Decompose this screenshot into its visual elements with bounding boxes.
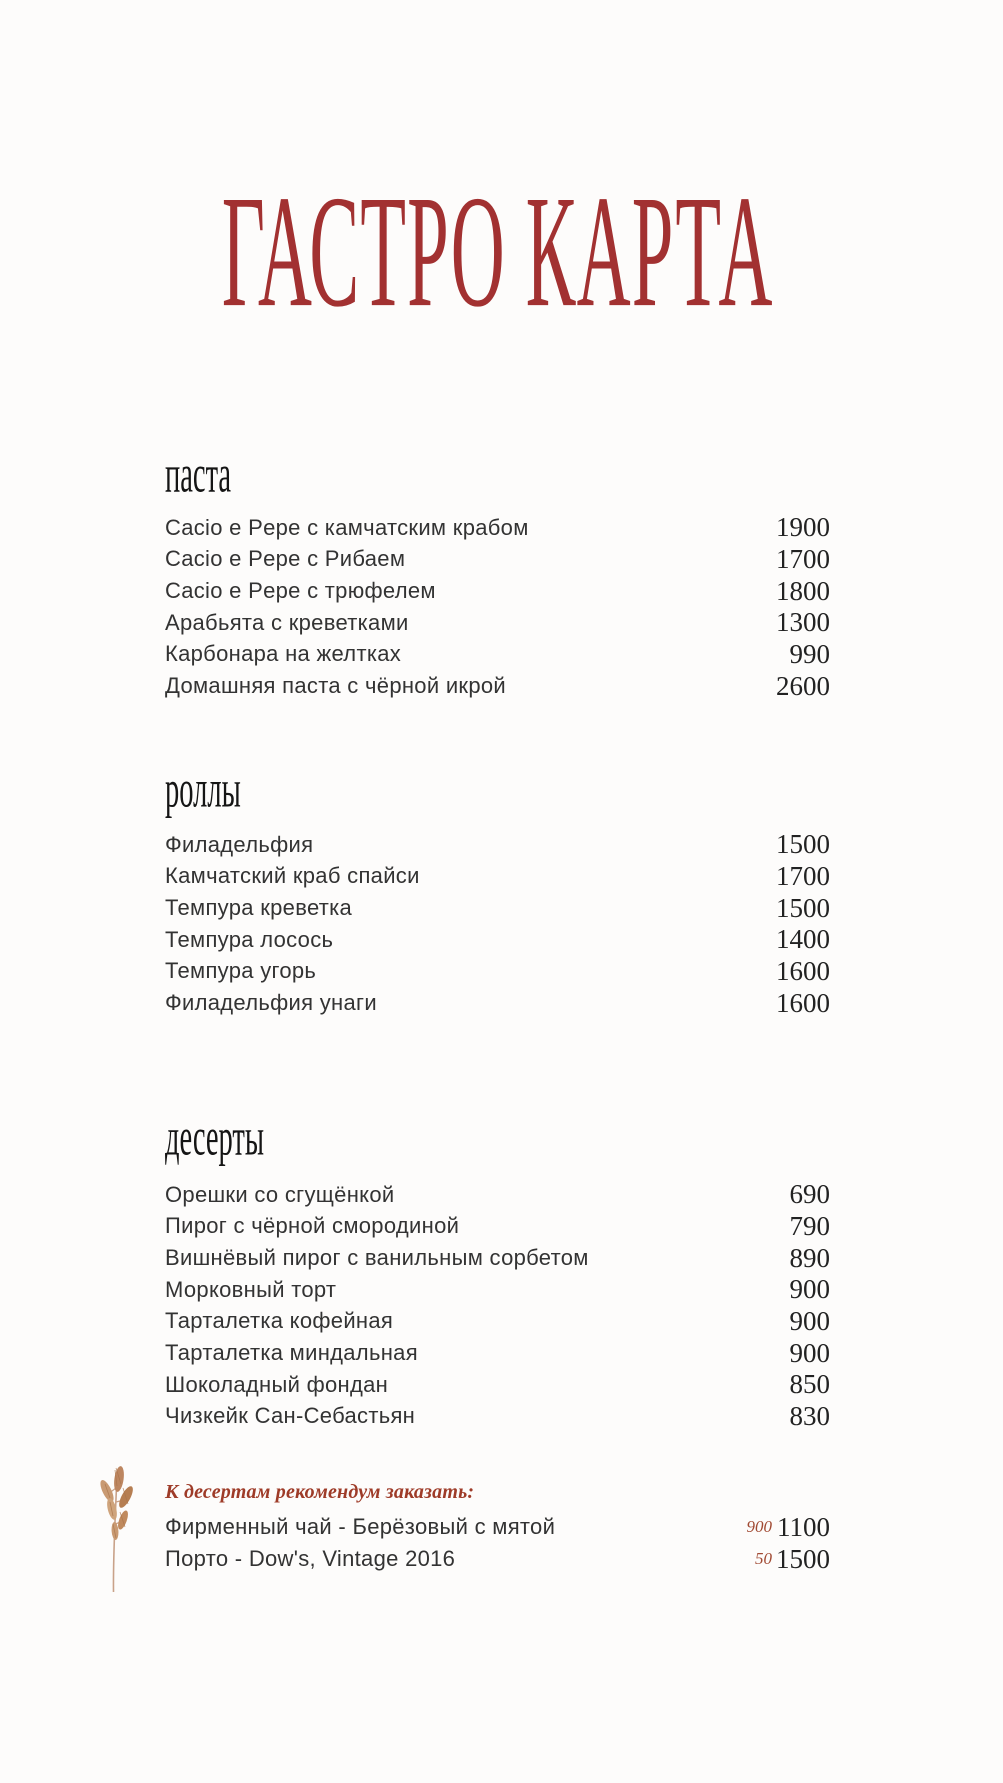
menu-item-row bbox=[165, 607, 830, 639]
item-volume: 50 bbox=[755, 1549, 772, 1568]
menu-item-row bbox=[165, 1306, 830, 1338]
wheat-branch-icon bbox=[86, 1458, 142, 1594]
item-name: Карбонара на желтках bbox=[165, 641, 402, 667]
section-items bbox=[165, 829, 830, 1019]
item-name: Темпура лосось bbox=[165, 926, 334, 952]
item-price: 1600 bbox=[776, 955, 830, 986]
item-price: 1400 bbox=[776, 924, 830, 955]
item-name: Cacio e Pepe с трюфелем bbox=[165, 578, 436, 604]
menu-item-row bbox=[165, 987, 830, 1019]
item-price: 990 bbox=[789, 638, 830, 669]
item-price: 790 bbox=[789, 1210, 830, 1241]
recommendation-items bbox=[165, 1511, 830, 1575]
menu-item-row bbox=[165, 829, 830, 861]
item-name: Темпура креветка bbox=[165, 895, 353, 921]
item-name: Cacio e Pepe с камчатским крабом bbox=[165, 514, 529, 540]
menu-page bbox=[165, 0, 830, 1783]
item-price: 850 bbox=[789, 1369, 830, 1400]
menu-header bbox=[165, 163, 830, 341]
item-price: 830 bbox=[789, 1400, 830, 1431]
item-volume: 900 bbox=[746, 1517, 772, 1536]
item-name: Камчатский краб спайси bbox=[165, 863, 420, 889]
section-items bbox=[165, 1179, 830, 1432]
item-price: 1100 bbox=[777, 1511, 830, 1542]
item-price: 1800 bbox=[776, 575, 830, 606]
item-price: 1500 bbox=[776, 1543, 830, 1574]
menu-item-row bbox=[165, 1401, 830, 1433]
item-name: Порто - Dow's, Vintage 2016 bbox=[165, 1546, 456, 1571]
item-name: Чизкейк Сан-Себастьян bbox=[165, 1403, 416, 1429]
item-price: 900 bbox=[789, 1337, 830, 1368]
section-title: паста bbox=[165, 444, 232, 504]
menu-item-row bbox=[165, 861, 830, 893]
menu-item-row bbox=[165, 1543, 830, 1575]
item-price: 1900 bbox=[776, 512, 830, 543]
menu-item-row bbox=[165, 670, 830, 702]
menu-item-row bbox=[165, 1242, 830, 1274]
item-name: Тарталетка кофейная bbox=[165, 1308, 394, 1334]
item-name: Филадельфия bbox=[165, 831, 314, 857]
item-price: 1700 bbox=[776, 543, 830, 574]
item-name: Фирменный чай - Берёзовый с мятой bbox=[165, 1514, 556, 1539]
menu-item-row bbox=[165, 924, 830, 956]
item-price: 900 bbox=[789, 1305, 830, 1336]
item-name: Темпура угорь bbox=[165, 958, 317, 984]
item-price: 2600 bbox=[776, 670, 830, 701]
item-name: Арабьята с креветками bbox=[165, 609, 409, 635]
menu-item-row bbox=[165, 892, 830, 924]
item-price: 1500 bbox=[776, 892, 830, 923]
section-items bbox=[165, 512, 830, 702]
menu-item-row bbox=[165, 1337, 830, 1369]
menu-item-row bbox=[165, 544, 830, 576]
item-price: 690 bbox=[789, 1179, 830, 1210]
section-title: десерты bbox=[165, 1107, 265, 1167]
menu-item-row bbox=[165, 1369, 830, 1401]
section-title: роллы bbox=[165, 759, 241, 819]
item-name: Филадельфия унаги bbox=[165, 990, 377, 1016]
recommendation-note: К десертам рекомендум заказать: bbox=[165, 1481, 475, 1503]
menu-item-row bbox=[165, 1211, 830, 1243]
menu-item-row bbox=[165, 1179, 830, 1211]
item-name: Тарталетка миндальная bbox=[165, 1340, 418, 1366]
item-name: Пирог с чёрной смородиной bbox=[165, 1213, 460, 1239]
item-name: Орешки со сгущёнкой bbox=[165, 1181, 395, 1207]
menu-item-row bbox=[165, 1511, 830, 1543]
menu-title: ГАСТРО КАРТА bbox=[221, 163, 774, 341]
item-price: 1300 bbox=[776, 607, 830, 638]
item-price: 1500 bbox=[776, 829, 830, 860]
item-name: Шоколадный фондан bbox=[165, 1371, 389, 1397]
item-price: 890 bbox=[789, 1242, 830, 1273]
item-price: 900 bbox=[789, 1274, 830, 1305]
menu-item-row bbox=[165, 575, 830, 607]
item-price: 1700 bbox=[776, 860, 830, 891]
item-name: Cacio e Pepe с Рибаем bbox=[165, 546, 406, 572]
menu-item-row bbox=[165, 956, 830, 988]
item-name: Домашняя паста с чёрной икрой bbox=[165, 673, 507, 699]
item-name: Морковный торт bbox=[165, 1276, 337, 1302]
item-price: 1600 bbox=[776, 987, 830, 1018]
menu-item-row bbox=[165, 639, 830, 671]
menu-item-row bbox=[165, 512, 830, 544]
menu-item-row bbox=[165, 1274, 830, 1306]
item-name: Вишнёвый пирог с ванильным сорбетом bbox=[165, 1245, 589, 1271]
